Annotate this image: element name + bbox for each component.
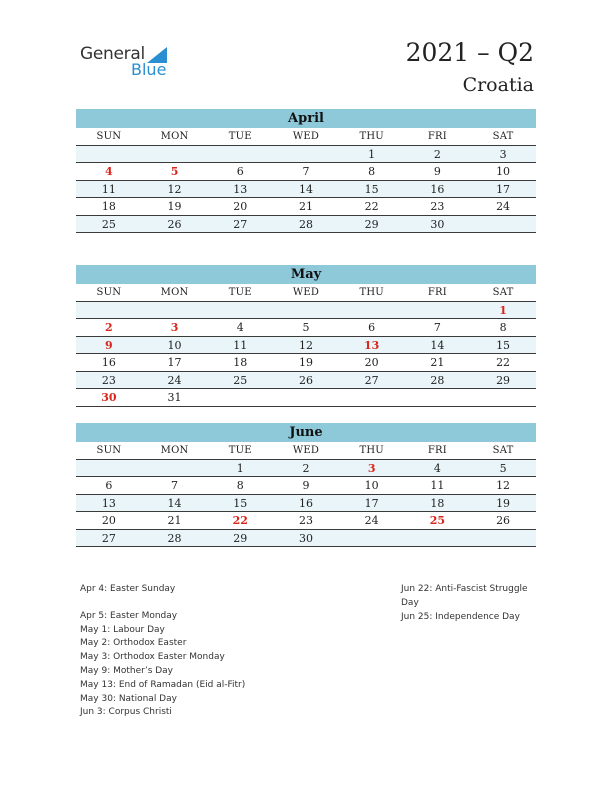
- day-cell: [273, 146, 339, 163]
- holiday-day-cell: 13: [364, 338, 380, 352]
- weekday-label: TUE: [228, 287, 252, 298]
- week-row: [76, 337, 536, 355]
- holiday-list-right: [401, 583, 541, 624]
- day-cell: 25: [101, 217, 116, 231]
- day-cell: 29: [364, 217, 379, 231]
- day-cell: 27: [233, 217, 248, 231]
- day-cell: [142, 302, 208, 319]
- weekday-label: SUN: [96, 445, 122, 456]
- day-cell: 31: [167, 391, 182, 404]
- day-cell: 16: [430, 182, 445, 196]
- day-cell: 17: [167, 356, 182, 369]
- weekday-label: MON: [160, 287, 189, 298]
- day-cell: 22: [496, 356, 511, 369]
- day-cell: 6: [368, 321, 376, 334]
- holiday-day-cell: 25: [429, 514, 446, 527]
- weekday-label: WED: [292, 445, 320, 456]
- day-cell: [470, 389, 536, 406]
- weekday-label: FRI: [427, 445, 447, 456]
- holiday-day-cell: 4: [105, 165, 113, 178]
- weekday-header-row: [76, 284, 536, 302]
- day-cell: 13: [233, 182, 248, 196]
- day-cell: 26: [496, 514, 511, 527]
- day-cell: 15: [496, 338, 511, 352]
- week-row: [76, 181, 536, 199]
- day-cell: 6: [236, 165, 244, 178]
- day-cell: [339, 530, 405, 547]
- day-cell: 8: [368, 165, 376, 178]
- day-cell: [339, 389, 405, 406]
- week-row: [76, 389, 536, 407]
- day-cell: 18: [233, 356, 248, 369]
- day-cell: 21: [430, 356, 445, 369]
- day-cell: [273, 389, 339, 406]
- holiday-day-cell: 9: [105, 338, 113, 352]
- day-cell: 27: [101, 531, 116, 545]
- holiday-item: Jun 22: Anti-Fascist Struggle Day: [401, 584, 528, 608]
- day-cell: 30: [430, 217, 445, 231]
- month-title: April: [76, 109, 536, 128]
- month-title: May: [76, 265, 536, 284]
- day-cell: 15: [233, 496, 248, 510]
- day-cell: 26: [167, 217, 182, 231]
- day-cell: [405, 302, 471, 319]
- day-cell: 12: [496, 479, 511, 492]
- day-cell: 13: [101, 496, 116, 510]
- weekday-label: SAT: [492, 445, 514, 456]
- day-cell: 10: [364, 479, 379, 492]
- month-june: [76, 423, 536, 547]
- holiday-day-cell: 2: [105, 321, 113, 334]
- day-cell: [76, 146, 142, 163]
- month-may: [76, 265, 536, 407]
- day-cell: 16: [101, 356, 116, 369]
- holiday-day-cell: 30: [101, 391, 117, 404]
- holiday-day-cell: 22: [232, 514, 248, 527]
- day-cell: 23: [298, 514, 313, 527]
- week-row: [76, 302, 536, 320]
- week-row: [76, 216, 536, 234]
- holiday-item: Apr 4: Easter Sunday: [80, 584, 176, 594]
- weekday-label: SUN: [96, 287, 122, 298]
- day-cell: 4: [236, 321, 244, 334]
- day-cell: 28: [430, 373, 445, 387]
- weekday-header-row: [76, 128, 536, 146]
- day-cell: [142, 146, 208, 163]
- week-row: [76, 354, 536, 372]
- logo-blue-text: Blue: [131, 60, 167, 79]
- week-row: [76, 477, 536, 495]
- weekday-label: TUE: [228, 445, 252, 456]
- holiday-item: May 9: Mother’s Day: [80, 665, 174, 676]
- week-row: [76, 530, 536, 548]
- week-row: [76, 460, 536, 478]
- holiday-item: May 1: Labour Day: [80, 624, 165, 635]
- holiday-item: May 30: National Day: [80, 693, 177, 704]
- weekday-label: FRI: [427, 131, 447, 142]
- holiday-day-cell: 3: [367, 461, 376, 475]
- day-cell: 7: [433, 321, 441, 334]
- country-name: Croatia: [462, 74, 534, 96]
- week-row: [76, 198, 536, 216]
- day-cell: [470, 216, 536, 233]
- weekday-label: WED: [292, 131, 320, 142]
- day-cell: 10: [167, 338, 182, 352]
- weekday-label: TUE: [228, 131, 252, 142]
- holiday-item: Apr 5: Easter Monday: [80, 610, 178, 621]
- weekday-label: THU: [359, 131, 384, 142]
- day-cell: 2: [433, 147, 441, 161]
- day-cell: 15: [364, 182, 379, 196]
- day-cell: [273, 302, 339, 319]
- day-cell: 4: [433, 461, 441, 475]
- day-cell: 23: [430, 200, 445, 213]
- holiday-day-cell: 3: [170, 321, 179, 334]
- day-cell: 11: [101, 182, 116, 196]
- day-cell: 3: [499, 147, 507, 161]
- week-row: [76, 319, 536, 337]
- day-cell: 17: [496, 182, 511, 196]
- day-cell: [207, 302, 273, 319]
- day-cell: 17: [364, 496, 379, 510]
- day-cell: [405, 530, 471, 547]
- holiday-item: Jun 3: Corpus Christi: [80, 707, 172, 718]
- day-cell: 8: [499, 321, 507, 334]
- page-title: 2021 – Q2: [405, 38, 534, 67]
- day-cell: 8: [236, 479, 244, 492]
- day-cell: 22: [364, 200, 379, 213]
- weekday-label: WED: [292, 287, 320, 298]
- day-cell: [405, 389, 471, 406]
- day-cell: 25: [233, 373, 248, 387]
- weekday-label: FRI: [427, 287, 447, 298]
- logo-general-text: General: [80, 44, 145, 64]
- weekday-label: MON: [160, 131, 189, 142]
- day-cell: 20: [101, 514, 116, 527]
- day-cell: 14: [167, 496, 182, 510]
- day-cell: 5: [499, 461, 507, 475]
- day-cell: 20: [364, 356, 379, 369]
- logo: [80, 44, 180, 80]
- day-cell: 7: [302, 165, 310, 178]
- day-cell: 1: [368, 147, 376, 161]
- holiday-item: May 2: Orthodox Easter: [80, 638, 187, 649]
- day-cell: 19: [496, 496, 511, 510]
- day-cell: 30: [298, 531, 313, 545]
- weekday-label: SAT: [492, 287, 514, 298]
- holiday-item: May 13: End of Ramadan (Eid al-Fitr): [80, 679, 246, 690]
- day-cell: 18: [430, 496, 445, 510]
- day-cell: 10: [496, 165, 511, 178]
- day-cell: 12: [298, 338, 313, 352]
- holiday-day-cell: 5: [170, 165, 179, 178]
- day-cell: [142, 460, 208, 477]
- day-cell: 14: [298, 182, 313, 196]
- weekday-label: SUN: [96, 131, 122, 142]
- week-row: [76, 146, 536, 164]
- holiday-day-cell: 1: [499, 303, 507, 317]
- day-cell: 21: [298, 200, 313, 213]
- day-cell: 19: [167, 200, 182, 213]
- holiday-item: Jun 25: Independence Day: [401, 611, 520, 622]
- day-cell: 14: [430, 338, 445, 352]
- day-cell: 7: [171, 479, 179, 492]
- day-cell: 28: [298, 217, 313, 231]
- day-cell: [207, 146, 273, 163]
- day-cell: 9: [433, 165, 441, 178]
- day-cell: 27: [364, 373, 379, 387]
- holiday-item: May 3: Orthodox Easter Monday: [80, 652, 225, 663]
- day-cell: 19: [298, 356, 313, 369]
- day-cell: 29: [496, 373, 511, 387]
- day-cell: 23: [101, 373, 116, 387]
- week-row: [76, 372, 536, 390]
- day-cell: 9: [302, 479, 310, 492]
- day-cell: 1: [236, 461, 244, 475]
- day-cell: 24: [167, 373, 182, 387]
- weekday-label: SAT: [492, 131, 514, 142]
- month-april: [76, 109, 536, 233]
- day-cell: [76, 302, 142, 319]
- day-cell: 5: [302, 321, 310, 334]
- day-cell: 28: [167, 531, 182, 545]
- day-cell: 21: [167, 514, 182, 527]
- week-row: [76, 163, 536, 181]
- day-cell: 11: [430, 479, 445, 492]
- weekday-header-row: [76, 442, 536, 460]
- day-cell: [470, 530, 536, 547]
- day-cell: 2: [302, 461, 310, 475]
- day-cell: 20: [233, 200, 248, 213]
- month-title: June: [76, 423, 536, 442]
- day-cell: 29: [233, 531, 248, 545]
- day-cell: 12: [167, 182, 182, 196]
- day-cell: [76, 460, 142, 477]
- day-cell: 11: [233, 338, 248, 352]
- day-cell: 18: [101, 200, 116, 213]
- day-cell: [339, 302, 405, 319]
- day-cell: 24: [496, 200, 511, 213]
- day-cell: 26: [298, 373, 313, 387]
- day-cell: 6: [105, 479, 113, 492]
- day-cell: 16: [298, 496, 313, 510]
- weekday-label: THU: [359, 287, 384, 298]
- week-row: [76, 495, 536, 513]
- holiday-list-left: [80, 583, 340, 720]
- day-cell: [207, 389, 273, 406]
- week-row: [76, 512, 536, 530]
- day-cell: 24: [364, 514, 379, 527]
- weekday-label: MON: [160, 445, 189, 456]
- weekday-label: THU: [359, 445, 384, 456]
